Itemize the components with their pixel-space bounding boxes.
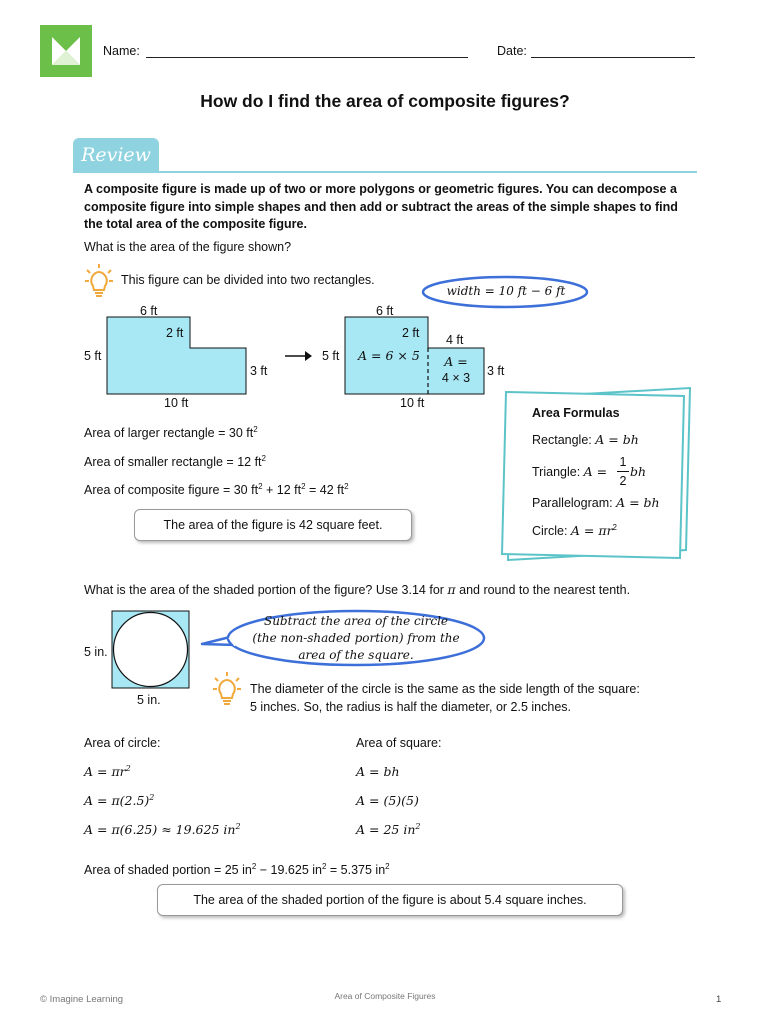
fig2-small-top-label: 4 ft <box>446 333 464 347</box>
circle-area-step-3: A = π(6.25) ≈ 19.625 $in^2$ <box>84 822 241 838</box>
fig2-inner-label: 2 ft <box>402 326 420 340</box>
formula-rectangle: Rectangle: A = bh <box>532 432 639 447</box>
fig1-inner-label: 2 ft <box>166 326 184 340</box>
fig2-right-label: 3 ft <box>487 364 505 378</box>
fig2-top-label: 6 ft <box>376 304 394 318</box>
formula-heading: Area Formulas <box>532 406 620 420</box>
name-line[interactable] <box>146 57 468 58</box>
question-2: What is the area of the shaded portion of the figure? Use 3.14 for π and round to the nearest tenth. <box>84 582 631 597</box>
formula-circle: Circle: $A = \pi r^2$ <box>532 523 617 539</box>
triangle-numerator: 1 <box>619 455 627 469</box>
formula-parallelogram: Parallelogram: A = bh <box>532 495 660 510</box>
fig2-big-formula: A = 6 × 5 <box>358 348 420 363</box>
fig2-small-formula-a: A = <box>444 354 468 369</box>
lightbulb-icon <box>212 670 246 708</box>
bubble-text: width = 10 ft − 6 ft <box>446 284 566 298</box>
fig1-left-label: 5 ft <box>84 349 102 363</box>
intro-paragraph: A composite figure is made up of two or more polygons or geometric figures. You can decompose a composite figure into simple shapes and then add or subtract the areas of the simple shapes to find the total area of the composite figure. <box>84 182 678 231</box>
footer-title: Area of Composite Figures <box>334 991 436 1001</box>
fig1-bottom-label: 10 ft <box>164 396 189 410</box>
fraction-bar <box>617 471 629 472</box>
square-area-heading: Area of square: <box>356 736 442 750</box>
name-label: Name: <box>103 44 140 58</box>
lightbulb-icon <box>84 262 118 300</box>
square-side-bottom-label: 5 in. <box>137 693 161 707</box>
arrow-right-icon <box>283 349 313 363</box>
square-side-left-label: 5 in. <box>84 645 108 659</box>
logo-mark-icon <box>40 25 92 77</box>
square-area-step-3: A = 25 $in^2$ <box>356 822 421 838</box>
square-circle-figure <box>110 608 192 692</box>
footer-copyright: © Imagine Learning <box>40 994 124 1005</box>
question-1: What is the area of the figure shown? <box>84 240 292 254</box>
circle-area-step-2: $A = \pi(2.5)^2$ <box>84 793 155 809</box>
answer-box-2: The area of the shaded portion of the figure is about 5.4 square inches. <box>157 884 623 916</box>
smaller-rect-area: Area of smaller rectangle = 12 $ft^2$ <box>84 454 266 470</box>
square-area-step-1: A = bh <box>356 764 400 779</box>
triangle-bh: bh <box>630 464 647 479</box>
bubble-2-text: Subtract the area of the circle (the non-shaded portion) from the area of the square. <box>252 614 460 662</box>
circle-area-heading: Area of circle: <box>84 736 161 750</box>
hint-1: This figure can be divided into two rectangles. <box>121 273 375 287</box>
composite-area: Area of composite figure = 30 $ft^2 + 12$ $ft^2 = 42$ $ft^2$ <box>84 482 349 498</box>
fig2-bottom-label: 10 ft <box>400 396 425 410</box>
hint-2: The diameter of the circle is the same as the side length of the square: 5 inches. So, the radius is half the diameter, or 2.5 inches. <box>250 682 640 714</box>
circle-area-step-1: $A = \pi r^2$ <box>84 764 131 780</box>
brand-logo <box>40 25 92 77</box>
date-line[interactable] <box>531 57 695 58</box>
page-title: How do I find the area of composite figures? <box>200 91 570 111</box>
fig1-right-label: 3 ft <box>250 364 268 378</box>
formula-triangle: Triangle: A = <box>532 464 608 479</box>
fig1-top-label: 6 ft <box>140 304 158 318</box>
triangle-denominator: 2 <box>619 474 627 488</box>
answer-box-1: The area of the figure is 42 square feet. <box>134 509 412 541</box>
review-divider <box>73 171 697 173</box>
square-area-step-2: A = (5)(5) <box>356 793 419 808</box>
fig2-small-formula-b: 4 × 3 <box>441 371 471 385</box>
larger-rect-area: Area of larger rectangle = 30 $ft^2$ <box>84 425 258 441</box>
review-tab: Review <box>73 138 159 172</box>
shaded-area-line: Area of shaded portion = 25 $in^2 - 19.625$ $in^2 = 5.375$ $in^2$ <box>84 862 390 878</box>
date-label: Date: <box>497 44 527 58</box>
fig2-left-label: 5 ft <box>322 349 340 363</box>
page-number: 1 <box>716 994 722 1005</box>
